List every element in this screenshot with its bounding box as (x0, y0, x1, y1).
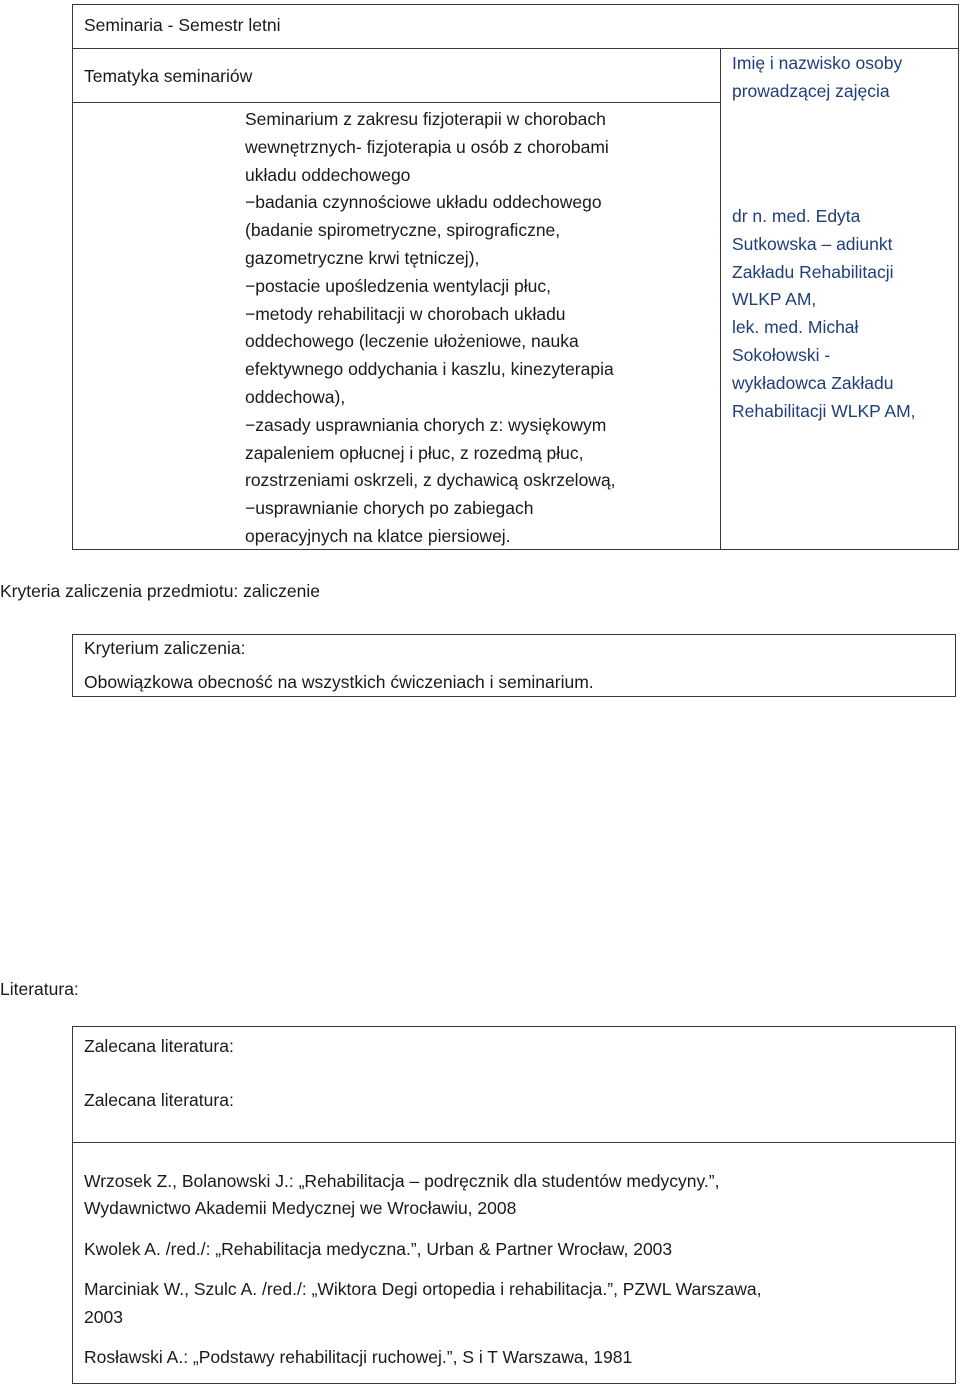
topic-line: (badanie spirometryczne, spirograficzne, (245, 220, 561, 241)
recommended-label: Zalecana literatura: (84, 1036, 234, 1056)
topic-line: −usprawnianie chorych po zabiegach (245, 498, 534, 519)
topics-header: Tematyka seminariów (84, 66, 253, 86)
topic-line: gazometryczne krwi tętniczej), (245, 247, 480, 268)
topic-line: −metody rehabilitacji w chorobach układu (245, 303, 566, 324)
lecturer-line: WLKP AM, (732, 289, 817, 310)
lecturer-line: Zakładu Rehabilitacji (732, 261, 894, 282)
topics-list (245, 106, 616, 551)
topic-line: efektywnego oddychania i kaszlu, kinezyterapia (245, 359, 614, 380)
lecturer-line: Rehabilitacji WLKP AM, (732, 400, 916, 421)
topic-line: −zasady usprawniania chorych z: wysiękowym (245, 414, 607, 435)
lecturer-header-line: Imię i nazwisko osoby (732, 53, 903, 73)
seminar-title: Seminaria - Semestr letni (84, 15, 281, 35)
lecturer-line: lek. med. Michał (732, 317, 859, 338)
literature-entry: Kwolek A. /red./: „Rehabilitacja medyczna.”, Urban & Partner Wrocław, 2003 (84, 1239, 673, 1259)
lecturer-line: dr n. med. Edyta (732, 206, 861, 226)
topic-line: −postacie upośledzenia wentylacji płuc, (245, 275, 551, 296)
topic-line: układu oddechowego (245, 164, 411, 185)
topic-line: zapaleniem opłucnej i płuc, z rozedmą płuc, (245, 442, 584, 463)
criteria-heading: Kryteria zaliczenia przedmiotu: zaliczenie (0, 581, 320, 601)
lecturer-line: wykładowca Zakładu (732, 372, 894, 393)
lecturer-header (732, 50, 902, 106)
literature-divider (72, 1142, 956, 1143)
topic-line: Seminarium z zakresu fizjoterapii w chorobach (245, 109, 606, 129)
criteria-label: Kryterium zaliczenia: (84, 638, 246, 658)
literature-heading: Literatura: (0, 979, 79, 999)
topic-line: operacyjnych na klatce piersiowej. (245, 525, 511, 546)
topic-line: oddechowego (leczenie ułożeniowe, nauka (245, 331, 579, 352)
literature-entry: Wrzosek Z., Bolanowski J.: „Rehabilitacja – podręcznik dla studentów medycyny.”, (84, 1171, 720, 1191)
literature-entry: 2003 (84, 1307, 123, 1327)
topic-line: rozstrzeniami oskrzeli, z dychawicą oskrzelową, (245, 470, 616, 491)
criteria-text: Obowiązkowa obecność na wszystkich ćwiczeniach i seminarium. (84, 672, 594, 692)
recommended-label: Zalecana literatura: (84, 1090, 234, 1110)
lecturer-column-divider (720, 48, 721, 550)
lecturer-header-line: prowadzącej zajęcia (732, 80, 890, 101)
literature-entry: Marciniak W., Szulc A. /red./: „Wiktora Degi ortopedia i rehabilitacja.”, PZWL Warszawa, (84, 1279, 762, 1299)
lecturer-line: Sutkowska – adiunkt (732, 233, 893, 254)
seminar-title-divider (72, 48, 959, 49)
literature-entry: Wydawnictwo Akademii Medycznej we Wrocławiu, 2008 (84, 1198, 517, 1218)
topic-line: oddechowa), (245, 386, 346, 407)
topics-header-divider (72, 102, 720, 103)
lecturer-line: Sokołowski - (732, 344, 831, 365)
topic-line: −badania czynnościowe układu oddechowego (245, 192, 602, 213)
topic-line: wewnętrznych- fizjoterapia u osób z chorobami (245, 136, 609, 157)
literature-entry: Rosławski A.: „Podstawy rehabilitacji ruchowej.”, S i T Warszawa, 1981 (84, 1347, 633, 1367)
lecturer-names (732, 203, 916, 425)
